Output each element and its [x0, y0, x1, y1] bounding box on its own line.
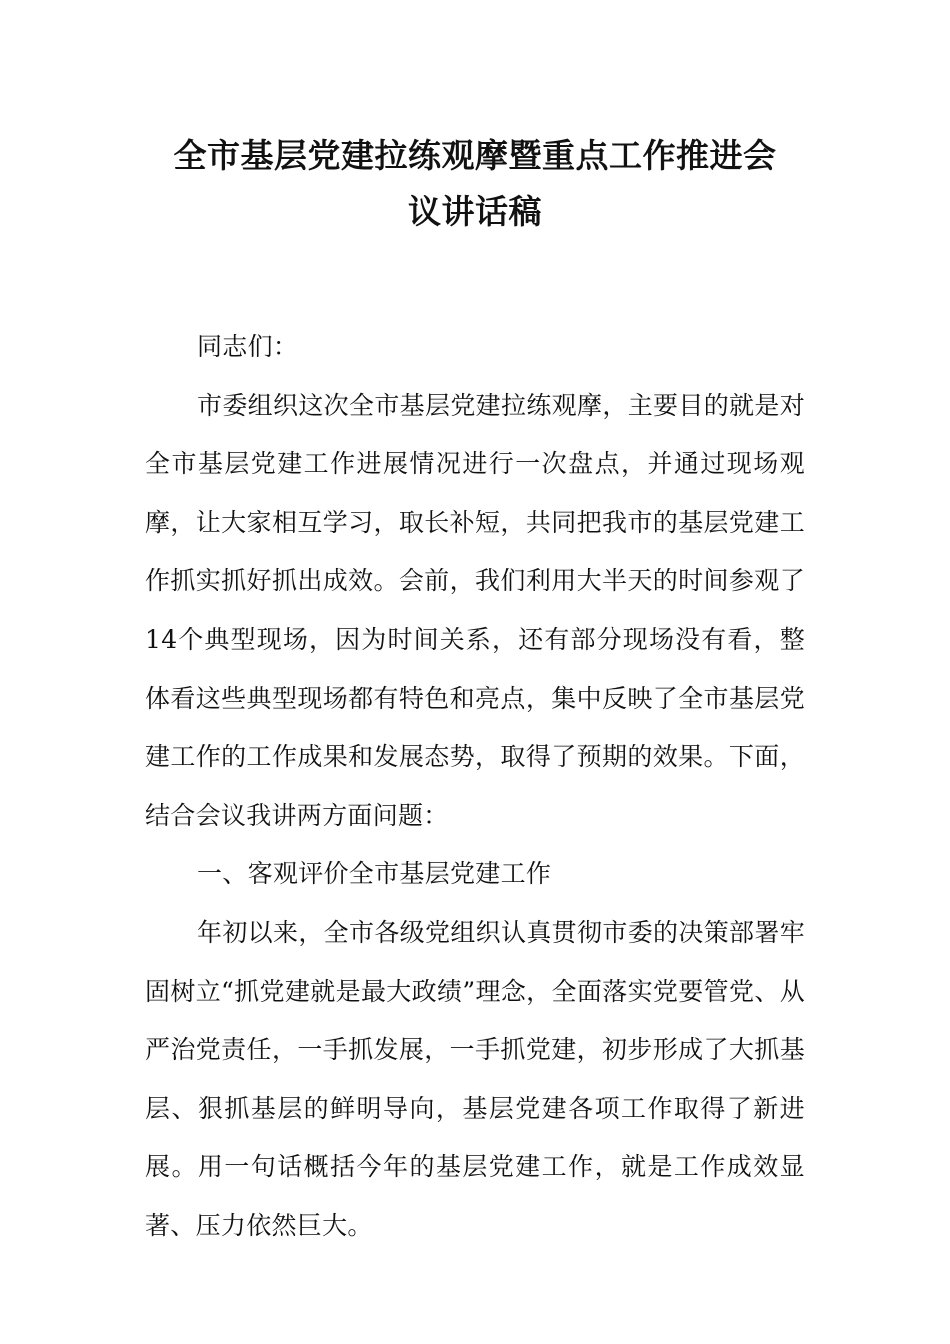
- intro-paragraph: 市委组织这次全市基层党建拉练观摩，主要目的就是对全市基层党建工作进展情况进行一次盘点，并通过现场观摩，让大家相互学习，取长补短，共同把我市的基层党建工作抓实抓好抓出成效。会前，我们利用大半天的时间参观了14个典型现场，因为时间关系，还有部分现场没有看，整体看这些典型现场都有特色和亮点，集中反映了全市基层党建工作的工作成果和发展态势，取得了预期的效果。下面，结合会议我讲两方面问题：: [145, 390, 805, 830]
- document-title: [140, 128, 810, 240]
- title-line-1: 全市基层党建拉练观摩暨重点工作推进会: [173, 136, 777, 175]
- title-line-2: 议讲话稿: [408, 192, 542, 231]
- section-paragraph: 年初以来，全市各级党组织认真贯彻市委的决策部署牢固树立“抓党建就是最大政绩”理念，全面落实党要管党、从严治党责任，一手抓发展，一手抓党建，初步形成了大抓基层、狠抓基层的鲜明导向，基层党建各项工作取得了新进展。用一句话概括今年的基层党建工作，就是工作成效显著、压力依然巨大。: [145, 917, 805, 1240]
- document-body: [145, 318, 805, 1256]
- section-heading: 一、客观评价全市基层党建工作: [197, 859, 552, 889]
- salutation-paragraph: 同志们：: [197, 332, 299, 361]
